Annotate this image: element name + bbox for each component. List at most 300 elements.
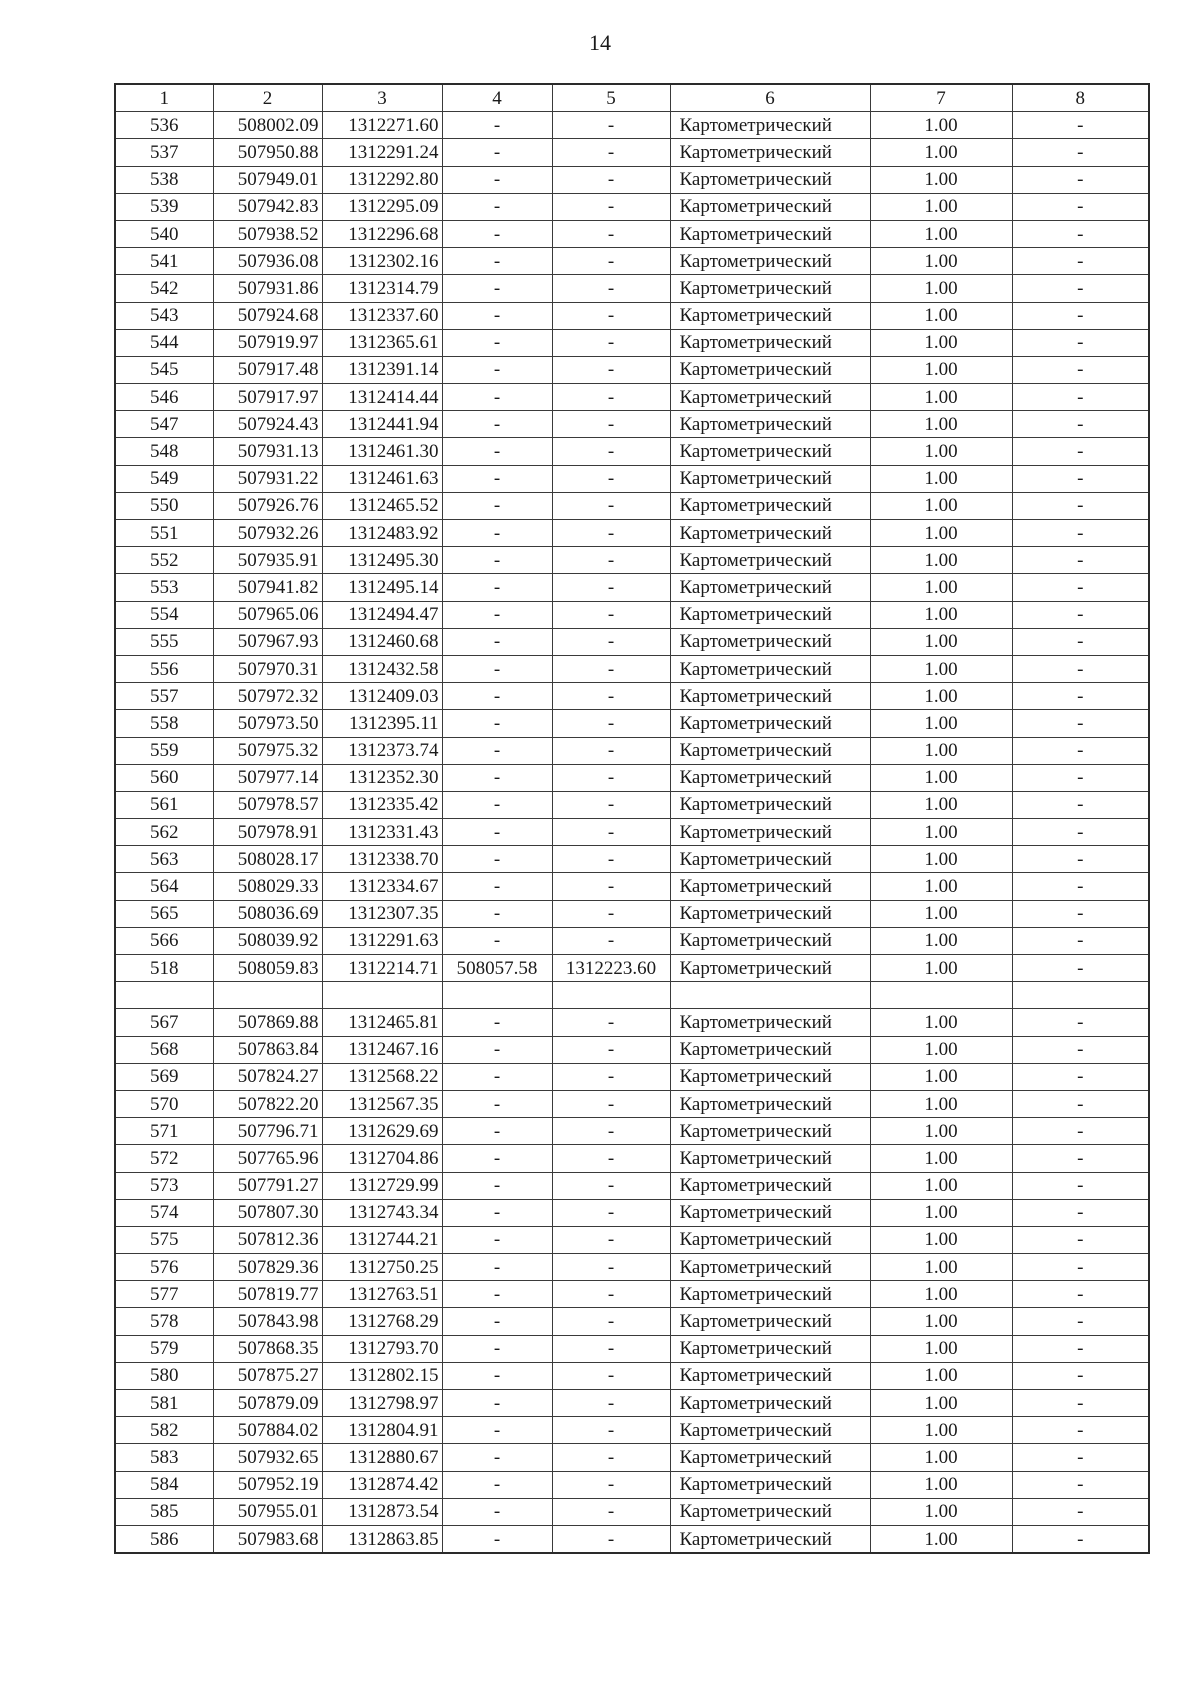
y-old-cell: - — [552, 873, 670, 900]
note-cell: - — [1012, 112, 1149, 139]
accuracy-cell: 1.00 — [870, 1281, 1012, 1308]
point-number-cell: 556 — [115, 655, 213, 682]
accuracy-cell: 1.00 — [870, 846, 1012, 873]
y-coordinate-cell: 1312352.30 — [322, 764, 442, 791]
accuracy-cell: 1.00 — [870, 139, 1012, 166]
x-coordinate-cell: 507972.32 — [213, 683, 322, 710]
y-old-cell: - — [552, 438, 670, 465]
y-old-cell: - — [552, 601, 670, 628]
table-row — [115, 492, 1149, 519]
x-coordinate-cell: 507884.02 — [213, 1417, 322, 1444]
note-cell: - — [1012, 492, 1149, 519]
table-row — [115, 275, 1149, 302]
point-number-cell: 564 — [115, 873, 213, 900]
method-cell — [670, 982, 870, 1009]
x-coordinate-cell: 507807.30 — [213, 1199, 322, 1226]
point-number-cell: 559 — [115, 737, 213, 764]
table-row — [115, 1118, 1149, 1145]
note-cell: - — [1012, 1226, 1149, 1253]
table-body — [115, 112, 1149, 1553]
note-cell: - — [1012, 791, 1149, 818]
point-number-cell: 558 — [115, 710, 213, 737]
method-cell: Картометрический — [670, 1226, 870, 1253]
method-cell: Картометрический — [670, 1471, 870, 1498]
point-number-cell: 518 — [115, 955, 213, 982]
y-coordinate-cell: 1312629.69 — [322, 1118, 442, 1145]
y-coordinate-cell: 1312465.52 — [322, 492, 442, 519]
y-old-cell: - — [552, 846, 670, 873]
table-row — [115, 465, 1149, 492]
y-old-cell: - — [552, 737, 670, 764]
x-coordinate-cell: 507917.97 — [213, 384, 322, 411]
method-cell: Картометрический — [670, 1390, 870, 1417]
point-number-cell: 573 — [115, 1172, 213, 1199]
note-cell: - — [1012, 384, 1149, 411]
accuracy-cell: 1.00 — [870, 1362, 1012, 1389]
accuracy-cell: 1.00 — [870, 1390, 1012, 1417]
y-coordinate-cell: 1312373.74 — [322, 737, 442, 764]
x-old-cell: - — [442, 1281, 552, 1308]
method-cell: Картометрический — [670, 248, 870, 275]
method-cell: Картометрический — [670, 1308, 870, 1335]
note-cell: - — [1012, 193, 1149, 220]
table-row — [115, 1498, 1149, 1525]
x-coordinate-cell: 507926.76 — [213, 492, 322, 519]
accuracy-cell: 1.00 — [870, 166, 1012, 193]
method-cell: Картометрический — [670, 655, 870, 682]
point-number-cell: 578 — [115, 1308, 213, 1335]
point-number-cell: 563 — [115, 846, 213, 873]
x-old-cell: - — [442, 220, 552, 247]
y-coordinate-cell: 1312483.92 — [322, 520, 442, 547]
method-cell: Картометрический — [670, 900, 870, 927]
x-coordinate-cell: 507978.57 — [213, 791, 322, 818]
x-coordinate-cell: 507824.27 — [213, 1063, 322, 1090]
table-row — [115, 166, 1149, 193]
x-coordinate-cell: 507924.43 — [213, 411, 322, 438]
note-cell: - — [1012, 220, 1149, 247]
accuracy-cell: 1.00 — [870, 112, 1012, 139]
point-number-cell: 574 — [115, 1199, 213, 1226]
table-row — [115, 329, 1149, 356]
x-coordinate-cell: 507983.68 — [213, 1525, 322, 1553]
y-coordinate-cell: 1312291.63 — [322, 927, 442, 954]
table-row — [115, 193, 1149, 220]
point-number-cell: 551 — [115, 520, 213, 547]
x-old-cell: - — [442, 1498, 552, 1525]
y-coordinate-cell: 1312495.30 — [322, 547, 442, 574]
x-coordinate-cell: 507868.35 — [213, 1335, 322, 1362]
x-old-cell: - — [442, 1090, 552, 1117]
note-cell: - — [1012, 465, 1149, 492]
table-row — [115, 1281, 1149, 1308]
y-old-cell: - — [552, 1390, 670, 1417]
accuracy-cell: 1.00 — [870, 1335, 1012, 1362]
method-cell: Картометрический — [670, 411, 870, 438]
y-old-cell: - — [552, 1525, 670, 1553]
method-cell: Картометрический — [670, 955, 870, 982]
x-old-cell: - — [442, 1226, 552, 1253]
accuracy-cell: 1.00 — [870, 737, 1012, 764]
point-number-cell: 546 — [115, 384, 213, 411]
point-number-cell: 547 — [115, 411, 213, 438]
table-row — [115, 846, 1149, 873]
x-old-cell: - — [442, 193, 552, 220]
method-cell: Картометрический — [670, 1063, 870, 1090]
method-cell: Картометрический — [670, 710, 870, 737]
y-old-cell: - — [552, 139, 670, 166]
table-row — [115, 302, 1149, 329]
y-old-cell: - — [552, 628, 670, 655]
y-old-cell: - — [552, 356, 670, 383]
accuracy-cell: 1.00 — [870, 275, 1012, 302]
note-cell: - — [1012, 411, 1149, 438]
method-cell: Картометрический — [670, 1525, 870, 1553]
method-cell: Картометрический — [670, 819, 870, 846]
x-coordinate-cell: 507950.88 — [213, 139, 322, 166]
x-old-cell: - — [442, 1308, 552, 1335]
y-old-cell: - — [552, 764, 670, 791]
accuracy-cell: 1.00 — [870, 248, 1012, 275]
method-cell: Картометрический — [670, 166, 870, 193]
x-coordinate-cell: 508059.83 — [213, 955, 322, 982]
x-old-cell — [442, 982, 552, 1009]
y-coordinate-cell: 1312337.60 — [322, 302, 442, 329]
y-coordinate-cell: 1312880.67 — [322, 1444, 442, 1471]
note-cell: - — [1012, 1036, 1149, 1063]
y-old-cell: - — [552, 1335, 670, 1362]
y-coordinate-cell: 1312461.63 — [322, 465, 442, 492]
x-old-cell: - — [442, 547, 552, 574]
column-header: 3 — [322, 84, 442, 112]
y-coordinate-cell: 1312432.58 — [322, 655, 442, 682]
table-row — [115, 220, 1149, 247]
table-row — [115, 1226, 1149, 1253]
accuracy-cell: 1.00 — [870, 193, 1012, 220]
accuracy-cell: 1.00 — [870, 683, 1012, 710]
point-number-cell: 541 — [115, 248, 213, 275]
note-cell: - — [1012, 846, 1149, 873]
accuracy-cell: 1.00 — [870, 1444, 1012, 1471]
point-number-cell: 569 — [115, 1063, 213, 1090]
y-coordinate-cell: 1312302.16 — [322, 248, 442, 275]
x-coordinate-cell: 507973.50 — [213, 710, 322, 737]
x-coordinate-cell: 507819.77 — [213, 1281, 322, 1308]
method-cell: Картометрический — [670, 1036, 870, 1063]
y-old-cell: - — [552, 791, 670, 818]
x-coordinate-cell: 507977.14 — [213, 764, 322, 791]
method-cell: Картометрический — [670, 846, 870, 873]
accuracy-cell: 1.00 — [870, 520, 1012, 547]
note-cell: - — [1012, 1444, 1149, 1471]
table-row — [115, 900, 1149, 927]
x-coordinate-cell: 508002.09 — [213, 112, 322, 139]
note-cell: - — [1012, 1172, 1149, 1199]
x-old-cell: - — [442, 465, 552, 492]
y-old-cell: - — [552, 384, 670, 411]
accuracy-cell: 1.00 — [870, 384, 1012, 411]
table-row — [115, 683, 1149, 710]
y-old-cell: - — [552, 1498, 670, 1525]
note-cell: - — [1012, 166, 1149, 193]
x-coordinate-cell: 507970.31 — [213, 655, 322, 682]
accuracy-cell: 1.00 — [870, 547, 1012, 574]
x-old-cell: - — [442, 1444, 552, 1471]
table-row — [115, 1444, 1149, 1471]
note-cell: - — [1012, 737, 1149, 764]
table-row — [115, 139, 1149, 166]
point-number-cell: 538 — [115, 166, 213, 193]
x-old-cell: - — [442, 1118, 552, 1145]
y-old-cell: - — [552, 1118, 670, 1145]
x-old-cell: - — [442, 819, 552, 846]
table-row — [115, 655, 1149, 682]
method-cell: Картометрический — [670, 275, 870, 302]
y-coordinate-cell: 1312729.99 — [322, 1172, 442, 1199]
point-number-cell: 570 — [115, 1090, 213, 1117]
x-old-cell: - — [442, 356, 552, 383]
note-cell: - — [1012, 1281, 1149, 1308]
x-old-cell: - — [442, 1525, 552, 1553]
accuracy-cell: 1.00 — [870, 438, 1012, 465]
y-coordinate-cell: 1312863.85 — [322, 1525, 442, 1553]
method-cell: Картометрический — [670, 601, 870, 628]
method-cell: Картометрический — [670, 329, 870, 356]
method-cell: Картометрический — [670, 438, 870, 465]
y-coordinate-cell: 1312271.60 — [322, 112, 442, 139]
y-old-cell: 1312223.60 — [552, 955, 670, 982]
x-coordinate-cell: 507869.88 — [213, 1009, 322, 1036]
y-old-cell: - — [552, 1063, 670, 1090]
y-coordinate-cell — [322, 982, 442, 1009]
x-coordinate-cell: 507863.84 — [213, 1036, 322, 1063]
accuracy-cell: 1.00 — [870, 1090, 1012, 1117]
x-coordinate-cell: 507952.19 — [213, 1471, 322, 1498]
note-cell: - — [1012, 1090, 1149, 1117]
x-old-cell: - — [442, 1390, 552, 1417]
note-cell: - — [1012, 601, 1149, 628]
x-old-cell: - — [442, 710, 552, 737]
note-cell: - — [1012, 1308, 1149, 1335]
x-coordinate-cell: 507829.36 — [213, 1254, 322, 1281]
x-old-cell: - — [442, 1145, 552, 1172]
point-number-cell: 566 — [115, 927, 213, 954]
accuracy-cell: 1.00 — [870, 356, 1012, 383]
point-number-cell: 565 — [115, 900, 213, 927]
y-coordinate-cell: 1312874.42 — [322, 1471, 442, 1498]
point-number-cell: 542 — [115, 275, 213, 302]
x-old-cell: - — [442, 1417, 552, 1444]
accuracy-cell: 1.00 — [870, 655, 1012, 682]
note-cell: - — [1012, 1471, 1149, 1498]
note-cell: - — [1012, 900, 1149, 927]
method-cell: Картометрический — [670, 1009, 870, 1036]
x-old-cell: - — [442, 846, 552, 873]
y-old-cell: - — [552, 900, 670, 927]
x-old-cell: - — [442, 927, 552, 954]
point-number-cell: 536 — [115, 112, 213, 139]
y-old-cell: - — [552, 166, 670, 193]
point-number-cell: 571 — [115, 1118, 213, 1145]
accuracy-cell: 1.00 — [870, 1172, 1012, 1199]
y-old-cell: - — [552, 1172, 670, 1199]
point-number-cell: 540 — [115, 220, 213, 247]
point-number-cell: 584 — [115, 1471, 213, 1498]
y-old-cell: - — [552, 112, 670, 139]
y-old-cell: - — [552, 302, 670, 329]
accuracy-cell: 1.00 — [870, 873, 1012, 900]
point-number-cell: 575 — [115, 1226, 213, 1253]
table-row — [115, 1335, 1149, 1362]
accuracy-cell: 1.00 — [870, 601, 1012, 628]
accuracy-cell: 1.00 — [870, 574, 1012, 601]
column-header: 2 — [213, 84, 322, 112]
x-coordinate-cell: 507935.91 — [213, 547, 322, 574]
y-coordinate-cell: 1312335.42 — [322, 791, 442, 818]
table-row — [115, 601, 1149, 628]
accuracy-cell: 1.00 — [870, 329, 1012, 356]
y-coordinate-cell: 1312291.24 — [322, 139, 442, 166]
note-cell: - — [1012, 438, 1149, 465]
y-old-cell: - — [552, 220, 670, 247]
note-cell: - — [1012, 547, 1149, 574]
note-cell: - — [1012, 302, 1149, 329]
y-coordinate-cell: 1312768.29 — [322, 1308, 442, 1335]
y-coordinate-cell: 1312414.44 — [322, 384, 442, 411]
x-coordinate-cell: 507919.97 — [213, 329, 322, 356]
note-cell: - — [1012, 139, 1149, 166]
accuracy-cell: 1.00 — [870, 1308, 1012, 1335]
accuracy-cell: 1.00 — [870, 220, 1012, 247]
y-old-cell: - — [552, 710, 670, 737]
y-coordinate-cell: 1312798.97 — [322, 1390, 442, 1417]
x-coordinate-cell: 507932.65 — [213, 1444, 322, 1471]
y-old-cell: - — [552, 1090, 670, 1117]
note-cell: - — [1012, 1525, 1149, 1553]
method-cell: Картометрический — [670, 1498, 870, 1525]
x-old-cell: - — [442, 248, 552, 275]
method-cell: Картометрический — [670, 927, 870, 954]
x-coordinate-cell — [213, 982, 322, 1009]
point-number-cell: 545 — [115, 356, 213, 383]
accuracy-cell: 1.00 — [870, 1145, 1012, 1172]
table-row — [115, 1172, 1149, 1199]
note-cell: - — [1012, 329, 1149, 356]
x-coordinate-cell: 507931.13 — [213, 438, 322, 465]
note-cell: - — [1012, 275, 1149, 302]
point-number-cell: 568 — [115, 1036, 213, 1063]
x-coordinate-cell: 507875.27 — [213, 1362, 322, 1389]
point-number-cell: 549 — [115, 465, 213, 492]
y-old-cell: - — [552, 574, 670, 601]
point-number-cell: 576 — [115, 1254, 213, 1281]
table-row — [115, 112, 1149, 139]
table-row — [115, 737, 1149, 764]
coordinates-table — [114, 83, 1150, 1554]
x-coordinate-cell: 507965.06 — [213, 601, 322, 628]
x-old-cell: - — [442, 438, 552, 465]
x-coordinate-cell: 507822.20 — [213, 1090, 322, 1117]
y-coordinate-cell: 1312461.30 — [322, 438, 442, 465]
x-old-cell: - — [442, 411, 552, 438]
x-old-cell: - — [442, 873, 552, 900]
column-header: 8 — [1012, 84, 1149, 112]
y-coordinate-cell: 1312214.71 — [322, 955, 442, 982]
table-row — [115, 1308, 1149, 1335]
column-header: 4 — [442, 84, 552, 112]
x-old-cell: - — [442, 1335, 552, 1362]
accuracy-cell: 1.00 — [870, 1525, 1012, 1553]
y-coordinate-cell: 1312295.09 — [322, 193, 442, 220]
table-row — [115, 248, 1149, 275]
point-number-cell: 572 — [115, 1145, 213, 1172]
x-coordinate-cell: 508039.92 — [213, 927, 322, 954]
x-old-cell: - — [442, 166, 552, 193]
accuracy-cell: 1.00 — [870, 1471, 1012, 1498]
y-coordinate-cell: 1312391.14 — [322, 356, 442, 383]
point-number-cell: 555 — [115, 628, 213, 655]
x-coordinate-cell: 507879.09 — [213, 1390, 322, 1417]
y-old-cell: - — [552, 492, 670, 519]
x-coordinate-cell: 507967.93 — [213, 628, 322, 655]
y-coordinate-cell: 1312465.81 — [322, 1009, 442, 1036]
y-old-cell: - — [552, 1199, 670, 1226]
y-old-cell: - — [552, 193, 670, 220]
note-cell: - — [1012, 520, 1149, 547]
x-old-cell: - — [442, 1362, 552, 1389]
y-coordinate-cell: 1312441.94 — [322, 411, 442, 438]
x-old-cell: - — [442, 275, 552, 302]
column-header: 6 — [670, 84, 870, 112]
table-row — [115, 1199, 1149, 1226]
x-coordinate-cell: 507936.08 — [213, 248, 322, 275]
y-coordinate-cell: 1312494.47 — [322, 601, 442, 628]
table-row — [115, 384, 1149, 411]
note-cell: - — [1012, 1254, 1149, 1281]
x-old-cell: - — [442, 520, 552, 547]
accuracy-cell: 1.00 — [870, 900, 1012, 927]
note-cell: - — [1012, 655, 1149, 682]
x-coordinate-cell: 507942.83 — [213, 193, 322, 220]
method-cell: Картометрический — [670, 492, 870, 519]
accuracy-cell: 1.00 — [870, 1009, 1012, 1036]
table-row — [115, 1362, 1149, 1389]
accuracy-cell: 1.00 — [870, 465, 1012, 492]
method-cell: Картометрический — [670, 873, 870, 900]
x-coordinate-cell: 507796.71 — [213, 1118, 322, 1145]
accuracy-cell: 1.00 — [870, 819, 1012, 846]
header-row — [115, 84, 1149, 112]
note-cell: - — [1012, 1118, 1149, 1145]
note-cell: - — [1012, 710, 1149, 737]
accuracy-cell: 1.00 — [870, 1498, 1012, 1525]
x-old-cell: - — [442, 1471, 552, 1498]
y-old-cell: - — [552, 547, 670, 574]
x-old-cell: - — [442, 764, 552, 791]
table-row — [115, 438, 1149, 465]
y-old-cell: - — [552, 1471, 670, 1498]
table-row — [115, 411, 1149, 438]
note-cell: - — [1012, 764, 1149, 791]
table-row — [115, 1009, 1149, 1036]
x-old-cell: - — [442, 737, 552, 764]
y-coordinate-cell: 1312314.79 — [322, 275, 442, 302]
point-number-cell: 553 — [115, 574, 213, 601]
y-old-cell: - — [552, 465, 670, 492]
method-cell: Картометрический — [670, 574, 870, 601]
y-coordinate-cell: 1312743.34 — [322, 1199, 442, 1226]
method-cell: Картометрический — [670, 1362, 870, 1389]
